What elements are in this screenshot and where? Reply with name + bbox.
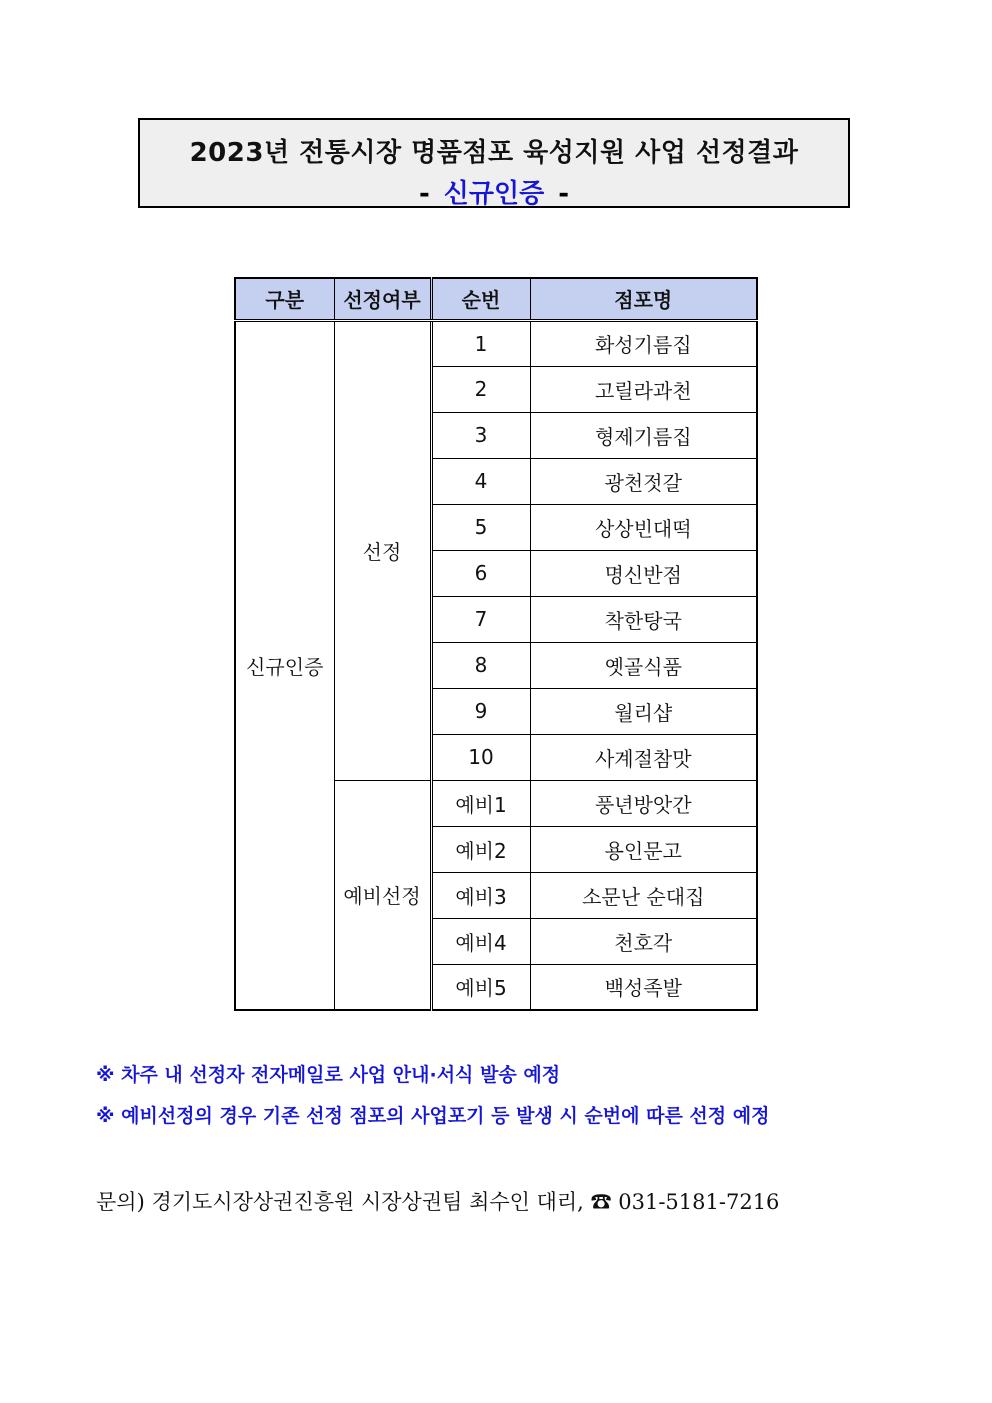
seq-cell: 예비4 [431,918,530,964]
store-name-cell: 백성족발 [530,964,757,1010]
phone-icon: ☎ [590,1190,612,1214]
store-name-cell: 월리샵 [530,688,757,734]
subtitle-dash-right: - [558,179,570,209]
title-box [138,118,850,208]
seq-cell: 예비1 [431,780,530,826]
store-name-cell: 광천젓갈 [530,458,757,504]
seq-cell: 7 [431,596,530,642]
store-name-cell: 형제기름집 [530,412,757,458]
notes [96,1060,769,1142]
store-name-cell: 옛골식품 [530,642,757,688]
category-cell: 신규인증 [235,320,334,1010]
store-name-cell: 천호각 [530,918,757,964]
store-name-cell: 소문난 순대집 [530,872,757,918]
status-cell-reserve: 예비선정 [334,780,431,1010]
contact-phone: 031-5181-7216 [618,1190,780,1214]
page-subtitle: 신규인증 [443,179,545,209]
results-table [234,277,758,1011]
contact-line [96,1186,779,1216]
header-status: 선정여부 [334,278,431,320]
subtitle-dash-left: - [418,179,430,209]
note-email: ※ 차주 내 선정자 전자메일로 사업 안내·서식 발송 예정 [96,1064,561,1086]
note-reserve: ※ 예비선정의 경우 기존 선정 점포의 사업포기 등 발생 시 순번에 따른 선정 예정 [96,1105,770,1127]
seq-cell: 2 [431,366,530,412]
seq-cell: 6 [431,550,530,596]
seq-cell: 9 [431,688,530,734]
seq-cell: 8 [431,642,530,688]
store-name-cell: 착한탕국 [530,596,757,642]
page-subtitle-line [140,173,848,210]
table-header-row [235,278,757,320]
seq-cell: 10 [431,734,530,780]
seq-cell: 예비3 [431,872,530,918]
seq-cell: 3 [431,412,530,458]
store-name-cell: 용인문고 [530,826,757,872]
store-name-cell: 고릴라과천 [530,366,757,412]
seq-cell: 4 [431,458,530,504]
header-category: 구분 [235,278,334,320]
store-name-cell: 화성기름집 [530,320,757,366]
contact-text: 문의) 경기도시장상권진흥원 시장상권팀 최수인 대리, [96,1190,584,1214]
store-name-cell: 사계절참맛 [530,734,757,780]
store-name-cell: 상상빈대떡 [530,504,757,550]
page-title: 2023년 전통시장 명품점포 육성지원 사업 선정결과 [189,138,799,168]
store-name-cell: 풍년방앗간 [530,780,757,826]
header-store-name: 점포명 [530,278,757,320]
header-seq: 순번 [431,278,530,320]
seq-cell: 예비2 [431,826,530,872]
store-name-cell: 명신반점 [530,550,757,596]
seq-cell: 5 [431,504,530,550]
table-row [235,320,757,366]
seq-cell: 예비5 [431,964,530,1010]
status-cell-selected: 선정 [334,320,431,780]
seq-cell: 1 [431,320,530,366]
